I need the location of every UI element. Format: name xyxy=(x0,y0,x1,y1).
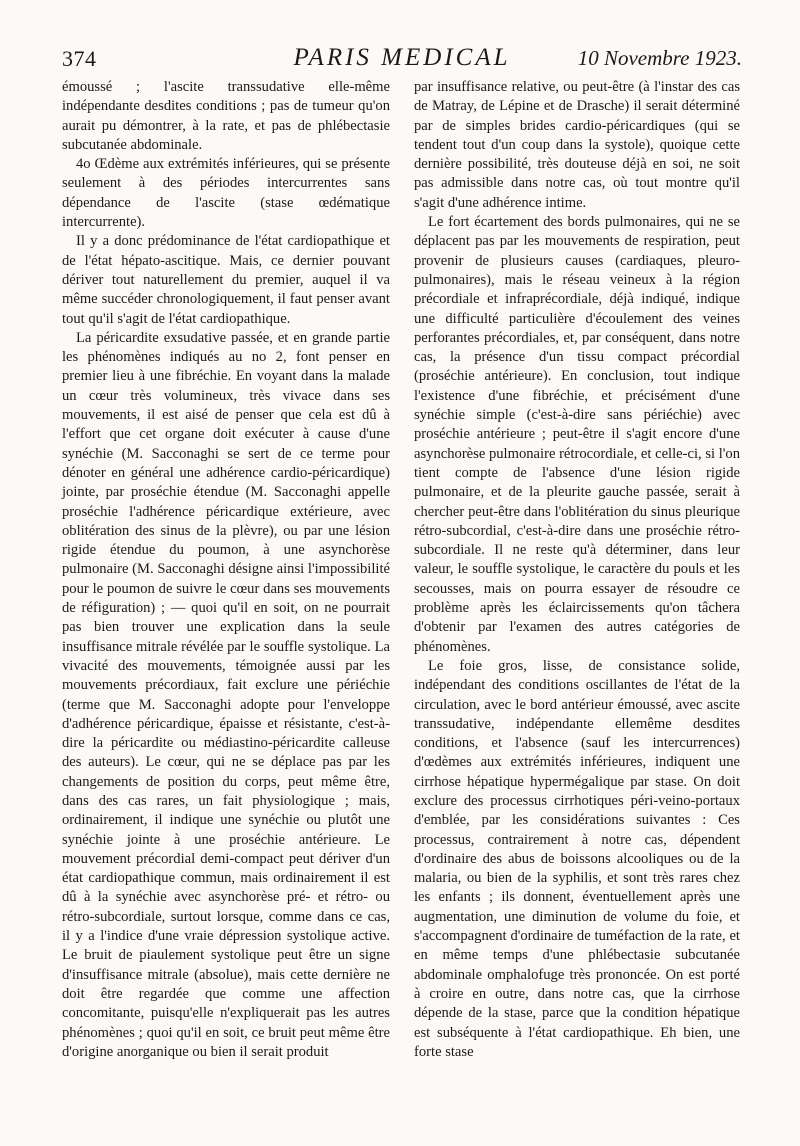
paragraph: émoussé ; l'ascite transsudative elle-même indépendante desdites conditions ; pas de tumeur qu'on aurait pu démontrer, à la rate, et pas de phlébectasie subcutanée abdominale. xyxy=(62,79,390,153)
paragraph: 4o Œdème aux extrémités inférieures, qui se présente seulement à des périodes intercurrentes sans dépendance de l'ascite (stase œdématique intercurrente). xyxy=(62,156,390,231)
right-column xyxy=(414,78,740,1062)
paragraph: Il y a donc prédominance de l'état cardiopathique et de l'état hépato-ascitique. Mais, ce dernier pouvant dériver tout naturellement du premier, auquel il va même succéder chronologiquement, il faut penser avant tout qu'il s'agit de l'état cardiopathique. xyxy=(62,233,390,327)
issue-date: 10 Novembre 1923. xyxy=(577,46,742,70)
page-header xyxy=(62,44,742,78)
left-column xyxy=(62,78,390,1062)
paragraph: par insuffisance relative, ou peut-être (à l'instar des cas de Matray, de Lépine et de Drasche) il serait déterminé par de simples brides cardio-péricardiques (qui se tendent tout d'un coup dans la systole), quoique cette dernière possibilité, très douteuse déjà en soi, ne soit pas admissible dans notre cas, où tout montre qu'il s'agit d'une adhérence intime. xyxy=(414,79,740,211)
paragraph: Le fort écartement des bords pulmonaires, qui ne se déplacent pas par les mouvements de respiration, peut provenir de plusieurs causes (cardiaques, pleuro-pulmonaires), mais le réseau veineux à la région précordiale et infraprécordiale, déjà indiqué, indique une difficulté particulière d'écoulement des veines perforantes précordiales, et, par conséquent, dans notre cas, la présence d'un tissu compact précordial (proséchie antérieure). En conclusion, tout indique l'existence d'une fibréchie, et précisément d'une synéchie simple (c'est-à-dire sans périéchie) avec proséchie antérieure ; peut-être il s'agit encore d'une asynchorèse pulmonaire rétrocordiale, et celle-ci, si l'on tient compte de l'absence d'une lésion rigide pulmonaire, et de la pleurite gauche passée, serait à chercher peut-être dans l'oblitération du sinus pleurique rétro-subcordial, c'est-à-dire dans une proséchie rétro-subcordiale. Il ne reste qu'à déterminer, dans leur valeur, le souffle systolique, le caractère du pouls et les secousses, mais on pourra essayer de résoudre ce problème après les éclaircissements qu'on tâchera d'obtenir par l'examen des autres catégories de phénomènes. xyxy=(414,214,740,655)
journal-title: PARIS MEDICAL xyxy=(293,44,511,71)
paragraph: Le foie gros, lisse, de consistance solide, indépendant des conditions oscillantes de l'état de la circulation, avec le bord antérieur émoussé, avec ascite transsudative, indépendante ellemême desdites conditions, et l'absence (sauf les intercurrences) d'œdèmes aux extrémités inférieures, indiquent une cirrhose hépatique hypermégalique par stase. On doit exclure des processus cirrhotiques péri-veino-portaux d'emblée, par les considérations suivantes : Ces processus, contrairement à notre cas, dépendent d'ordinaire des abus de boissons alcooliques ou de la malaria, ou bien de la syphilis, et sont très rares chez les enfants ; ils donnent, éventuellement après une augmentation, une diminution de volume du foie, et s'accompagnent d'ordinaire de tuméfaction de la rate, et en même temps d'une phlébectasie subcutanée abdominale omphalofuge très prononcée. On est porté à croire en outre, dans notre cas, que la cirrhose dépende de la stase, parce que la condition hépatique est subséquente à l'état cardiopathique. Eh bien, une forte stase xyxy=(414,657,740,1060)
paragraph: La péricardite exsudative passée, et en grande partie les phénomènes indiqués au no 2, font penser en premier lieu à une fibréchie. En voyant dans la malade un cœur très volumineux, très vivace dans ses mouvements, il est aisé de penser que cela est dû à l'effort que cet organe doit exécuter à cause d'une synéchie (M. Sacconaghi se sert de ce terme pour dénoter en général une adhérence cardio-péricardique) jointe, par proséchie étendue (M. Sacconaghi appelle proséchie l'adhérence péricardique extérieure, avec oblitération des sinus de la plèvre), ou par une lésion rigide étendue du poumon, à une asynchorèse pulmonaire (M. Sacconaghi désigne ainsi l'impossibilité pour le poumon de suivre le cœur dans ses mouvements de réfiguration) ; — quoi qu'il en soit, on ne pourrait pas bien trouver une explication dans la seule insuffisance mitrale révélée par le souffle systolique. La vivacité des mouvements, témoignée aussi par les mouvements précordiaux, fait exclure une périéchie (terme que M. Sacconaghi adopte pour l'enveloppe d'adhérence péricardique, épaisse et résistante, c'est-à-dire la péricardite ou médiastino-péricardite calleuse des auteurs). Le cœur, qui ne se déplace pas par les changements de position du corps, peut même être, dans des cas rares, un fait physiologique ; mais, ordinairement, il indique une synéchie ou plutôt une synéchie jointe à une proséchie antérieure. Le mouvement précordial demi-compact peut dériver d'un état cardiopathique commun, mais ordinairement il est dû à la synéchie avec asynchorèse pré- et rétro- ou rétro-subcordiale, surtout lorsque, comme dans ce cas, il y a l'indice d'une vraie dépression systolique active. Le bruit de piaulement systolique peut être un signe d'insuffisance mitrale (absolue), mais cette dernière ne doit être regardée que comme une affection concomitante, puisqu'elle n'expliquerait pas les autres phénomènes ; quoi qu'il en soit, ce bruit peut même être d'origine anorganique ou bien il serait produit xyxy=(62,329,390,1060)
page-number: 374 xyxy=(62,46,97,71)
